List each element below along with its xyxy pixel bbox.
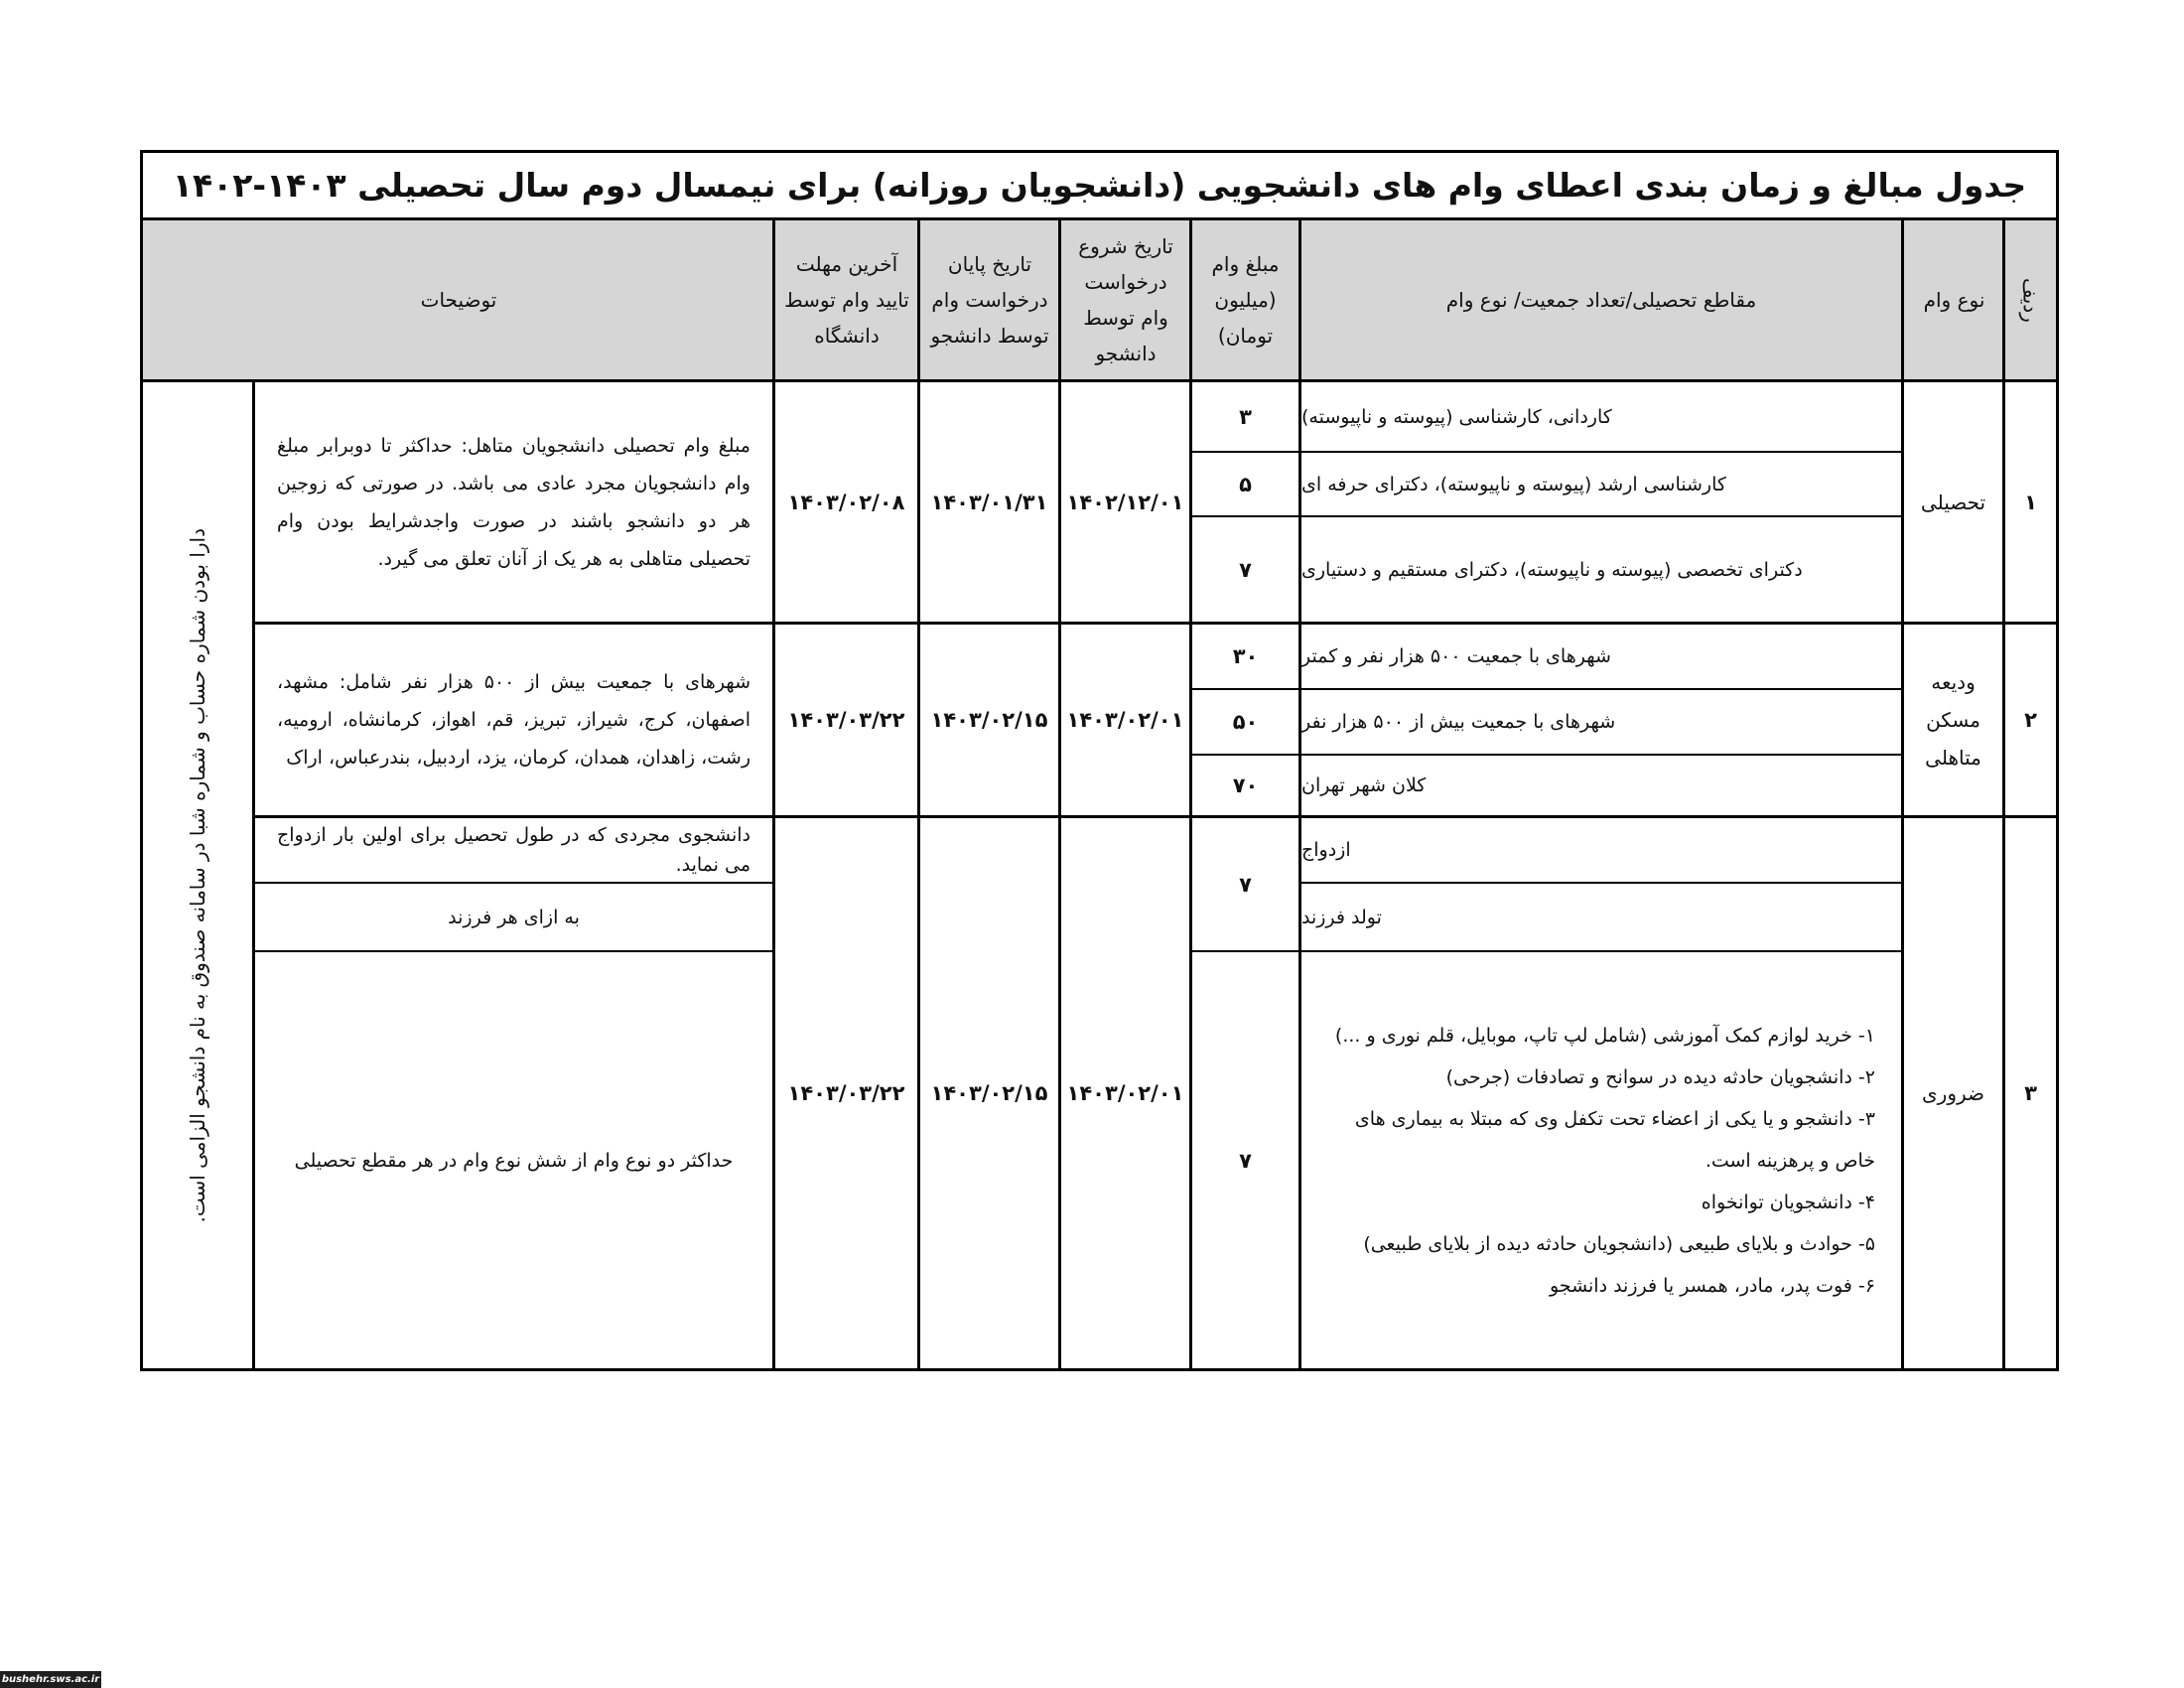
level-item: شهرهای با جمعیت بیش از ۵۰۰ هزار نفر bbox=[1301, 711, 1616, 733]
level-item: شهرهای با جمعیت ۵۰۰ هزار نفر و کمتر bbox=[1301, 645, 1611, 667]
header-end-date: تاریخ پایان درخواست وام توسط دانشجو bbox=[930, 252, 1049, 348]
loan-type-cell: تحصیلی bbox=[1920, 490, 1986, 514]
end-date: ۱۴۰۳/۰۱/۳۱ bbox=[930, 490, 1048, 514]
start-date: ۱۴۰۳/۰۲/۰۱ bbox=[1066, 1081, 1184, 1105]
header-loan-type: نوع وام bbox=[1923, 288, 1985, 312]
note-cell: مبلغ وام تحصیلی دانشجویان متاهل: حداکثر تا دوبرابر مبلغ وام دانشجویان مجرد عادی می باشد. در صورتی که زوجین هر دو دانشجو باشند در صورت واجدشرایط بودن وام تحصیلی متاهلی به هر یک از آنان تعلق می گیرد. bbox=[277, 434, 751, 570]
start-date: ۱۴۰۳/۰۲/۰۱ bbox=[1066, 708, 1184, 732]
header-levels: مقاطع تحصیلی/تعداد جمعیت/ نوع وام bbox=[1445, 288, 1757, 312]
row-number: ۱ bbox=[2024, 490, 2037, 514]
header-start-date: تاریخ شروع درخواست وام توسط دانشجو bbox=[1078, 234, 1173, 365]
amount-cell: ۵۰ bbox=[1232, 710, 1259, 734]
header-amount: مبلغ وام (میلیون تومان) bbox=[1211, 252, 1280, 348]
note-child: به ازای هر فرزند bbox=[448, 906, 580, 928]
header-notes: توضیحات bbox=[420, 288, 497, 312]
list-item: خاص و پرهزینه است. bbox=[1705, 1149, 1875, 1172]
level-item: کلان شهر تهران bbox=[1301, 774, 1427, 796]
amount-cell: ۷ bbox=[1239, 872, 1252, 897]
deadline-date: ۱۴۰۳/۰۳/۲۲ bbox=[787, 708, 905, 732]
amount-cell: ۷ bbox=[1239, 557, 1252, 582]
list-item: ۲- دانشجویان حادثه دیده در سوانح و تصادفات (جرحی) bbox=[1445, 1065, 1875, 1088]
list-item: ۱- خرید لوازم کمک آموزشی (شامل لپ تاپ، موبایل، قلم نوری و ...) bbox=[1334, 1024, 1875, 1047]
level-item: کارشناسی ارشد (پیوسته و ناپیوسته)، دکترای حرفه ای bbox=[1301, 473, 1726, 495]
level-item-child: تولد فرزند bbox=[1301, 906, 1382, 928]
row-number: ۳ bbox=[2024, 1081, 2037, 1105]
loan-type-cell: ضروری bbox=[1922, 1081, 1984, 1105]
end-date: ۱۴۰۳/۰۲/۱۵ bbox=[930, 708, 1048, 732]
level-item-marriage: ازدواج bbox=[1301, 839, 1351, 861]
amount-cell: ۳ bbox=[1239, 404, 1252, 429]
loan-type-cell: ودیعه مسکن متاهلی bbox=[1925, 670, 1981, 770]
level-item: کاردانی، کارشناسی (پیوسته و ناپیوسته) bbox=[1301, 405, 1612, 428]
loan-table bbox=[140, 150, 2059, 1371]
amount-cell: ۳۰ bbox=[1232, 644, 1259, 668]
essential-list bbox=[1301, 952, 1901, 1368]
table-title: جدول مبالغ و زمان بندی اعطای وام های دانشجویی (دانشجویان روزانه) برای نیمسال دوم سال تحصیلی ۱۴۰۳-۱۴۰۲ bbox=[172, 166, 2027, 205]
note-cell: شهرهای با جمعیت بیش از ۵۰۰ هزار نفر شامل: مشهد، اصفهان، کرج، شیراز، تبریز، قم، اهواز، کرمانشاه، ارومیه، رشت، زاهدان، همدان، کرمان، یزد، اردبیل، بندرعباس، اراک bbox=[277, 671, 751, 769]
deadline-date: ۱۴۰۳/۰۲/۰۸ bbox=[787, 490, 905, 514]
list-item: ۳- دانشجو و یا یکی از اعضاء تحت تکفل وی که مبتلا به بیماری های bbox=[1354, 1107, 1875, 1130]
list-item: ۵- حوادث و بلایای طبیعی (دانشجویان حادثه دیده از بلایای طبیعی) bbox=[1363, 1232, 1875, 1255]
note-list: حداکثر دو نوع وام از شش نوع وام در هر مقطع تحصیلی bbox=[294, 1149, 734, 1172]
deadline-date: ۱۴۰۳/۰۳/۲۲ bbox=[787, 1081, 905, 1105]
side-note: دارا بودن شماره حساب و شماره شبا در سامانه صندوق به نام دانشجو الزامی است. bbox=[186, 527, 209, 1223]
level-item: دکترای تخصصی (پیوسته و ناپیوسته)، دکترای مستقیم و دستیاری bbox=[1301, 558, 1803, 581]
list-item: ۶- فوت پدر، مادر، همسر یا فرزند دانشجو bbox=[1549, 1274, 1875, 1297]
list-item: ۴- دانشجویان توانخواه bbox=[1701, 1191, 1875, 1213]
note-marriage: دانشجوی مجردی که در طول تحصیل برای اولین بار ازدواج می نماید. bbox=[277, 824, 751, 876]
end-date: ۱۴۰۳/۰۲/۱۵ bbox=[930, 1081, 1048, 1105]
start-date: ۱۴۰۲/۱۲/۰۱ bbox=[1066, 490, 1184, 514]
amount-cell: ۷۰ bbox=[1232, 774, 1259, 797]
footer-site-tag: bushehr.sws.ac.ir bbox=[0, 1671, 101, 1688]
row-number: ۲ bbox=[2024, 708, 2037, 732]
header-deadline: آخرین مهلت تایید وام توسط دانشگاه bbox=[784, 252, 909, 348]
header-row-no: ردیف bbox=[2018, 277, 2043, 323]
amount-cell: ۵ bbox=[1239, 472, 1252, 496]
amount-cell: ۷ bbox=[1239, 1148, 1252, 1173]
